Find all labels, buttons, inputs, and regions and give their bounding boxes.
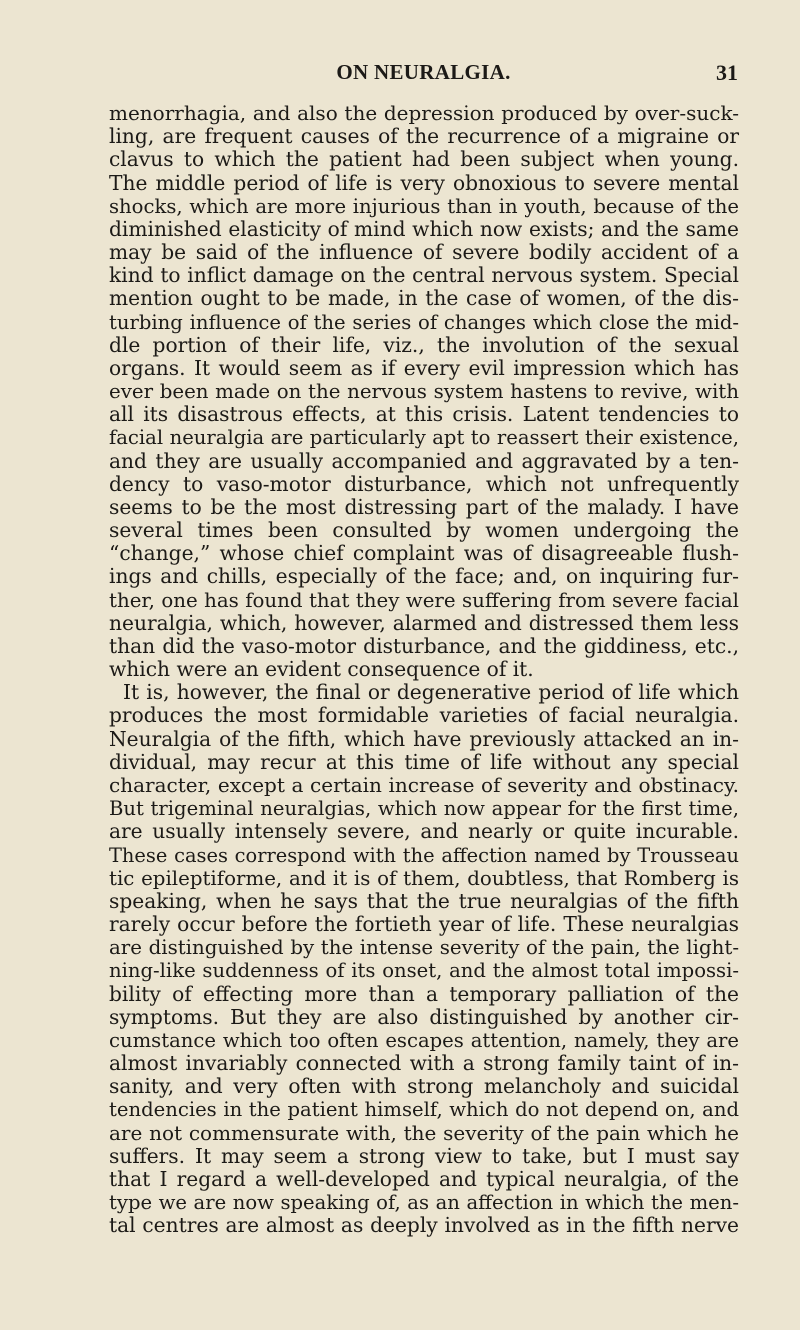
text-line: which were an evident consequence of it.: [109, 657, 534, 682]
text-line: sanity, and very often with strong melancholy and suicidal: [109, 1074, 739, 1099]
body-text: [109, 102, 739, 1237]
text-line: may be said of the influence of severe bodily accident of a: [109, 240, 739, 265]
text-line: dency to vaso-motor disturbance, which not unfrequently: [109, 471, 739, 496]
text-line: dle portion of their life, viz., the involution of the sexual: [109, 332, 739, 357]
text-line: diminished elasticity of mind which now exists; and the same: [109, 216, 739, 241]
text-line: shocks, which are more injurious than in youth, because of the: [109, 194, 739, 218]
text-line: ling, are frequent causes of the recurrence of a migraine or: [109, 124, 739, 149]
text-line: and they are usually accompanied and aggravated by a ten-: [109, 448, 739, 473]
text-line: speaking, when he says that the true neuralgias of the fifth: [109, 888, 739, 913]
text-line: The middle period of life is very obnoxious to severe mental: [109, 170, 739, 195]
text-line: ning-like suddenness of its onset, and the almost total impossi-: [109, 959, 739, 983]
text-line: Neuralgia of the fifth, which have previously attacked an in-: [109, 726, 739, 751]
text-line: tic epileptiforme, and it is of them, doubtless, that Romberg is: [109, 866, 739, 890]
text-line: character, except a certain increase of severity and obstinacy.: [109, 772, 739, 797]
text-line: seems to be the most distressing part of the malady. I have: [109, 494, 739, 519]
running-title: ON NEURALGIA.: [336, 60, 511, 84]
text-line: cumstance which too often escapes attention, namely, they are: [109, 1028, 739, 1052]
text-line: than did the vaso-motor disturbance, and the giddiness, etc.,: [109, 633, 739, 658]
text-line: all its disastrous effects, at this crisis. Latent tendencies to: [109, 402, 739, 427]
text-line: But trigeminal neuralgias, which now appear for the first time,: [109, 797, 739, 821]
text-line: “change,” whose chief complaint was of disagreeable flush-: [109, 541, 739, 566]
text-line: neuralgia, which, however, alarmed and distressed them less: [109, 610, 739, 635]
text-line: type we are now speaking of, as an affection in which the men-: [109, 1191, 739, 1215]
text-line: mention ought to be made, in the case of women, of the dis-: [109, 286, 739, 311]
text-line: ings and chills, especially of the face; and, on inquiring fur-: [109, 564, 739, 589]
text-line: almost invariably connected with a strong family taint of in-: [109, 1051, 739, 1076]
text-line: tal centres are almost as deeply involved as in the fifth nerve: [109, 1213, 739, 1238]
page-number: 31: [716, 60, 738, 85]
running-head: [109, 60, 738, 90]
text-line: are usually intensely severe, and nearly or quite incurable.: [109, 819, 739, 844]
text-line: several times been consulted by women undergoing the: [109, 518, 739, 543]
text-line: menorrhagia, and also the depression produced by over-suck-: [109, 101, 739, 125]
text-line: organs. It would seem as if every evil impression which has: [109, 355, 739, 380]
text-line: These cases correspond with the affection named by Trousseau: [109, 843, 739, 867]
text-line: dividual, may recur at this time of life without any special: [109, 749, 739, 774]
text-line: ever been made on the nervous system hastens to revive, with: [109, 380, 739, 404]
text-line: clavus to which the patient had been subject when young.: [109, 147, 739, 172]
text-line: suffers. It may seem a strong view to take, but I must say: [109, 1143, 739, 1168]
text-line: kind to inflict damage on the central nervous system. Special: [109, 263, 739, 288]
text-line: are not commensurate with, the severity of the pain which he: [109, 1120, 739, 1145]
text-line: facial neuralgia are particularly apt to reassert their existence,: [109, 426, 739, 450]
text-line: rarely occur before the fortieth year of life. These neuralgias: [109, 912, 739, 937]
text-line: bility of effecting more than a temporary palliation of the: [109, 981, 739, 1006]
text-line: that I regard a well-developed and typical neuralgia, of the: [109, 1166, 739, 1191]
text-line: symptoms. But they are also distinguished by another cir-: [109, 1004, 739, 1029]
text-line: ther, one has found that they were suffering from severe facial: [109, 588, 739, 612]
text-line: are distinguished by the intense severity of the pain, the light-: [109, 936, 739, 960]
text-line: turbing influence of the series of changes which close the mid-: [109, 310, 739, 334]
text-line: tendencies in the patient himself, which do not depend on, and: [109, 1098, 739, 1122]
paragraph-start-line: It is, however, the final or degenerative period of life which: [123, 680, 739, 705]
text-line: produces the most formidable varieties of facial neuralgia.: [109, 703, 739, 728]
